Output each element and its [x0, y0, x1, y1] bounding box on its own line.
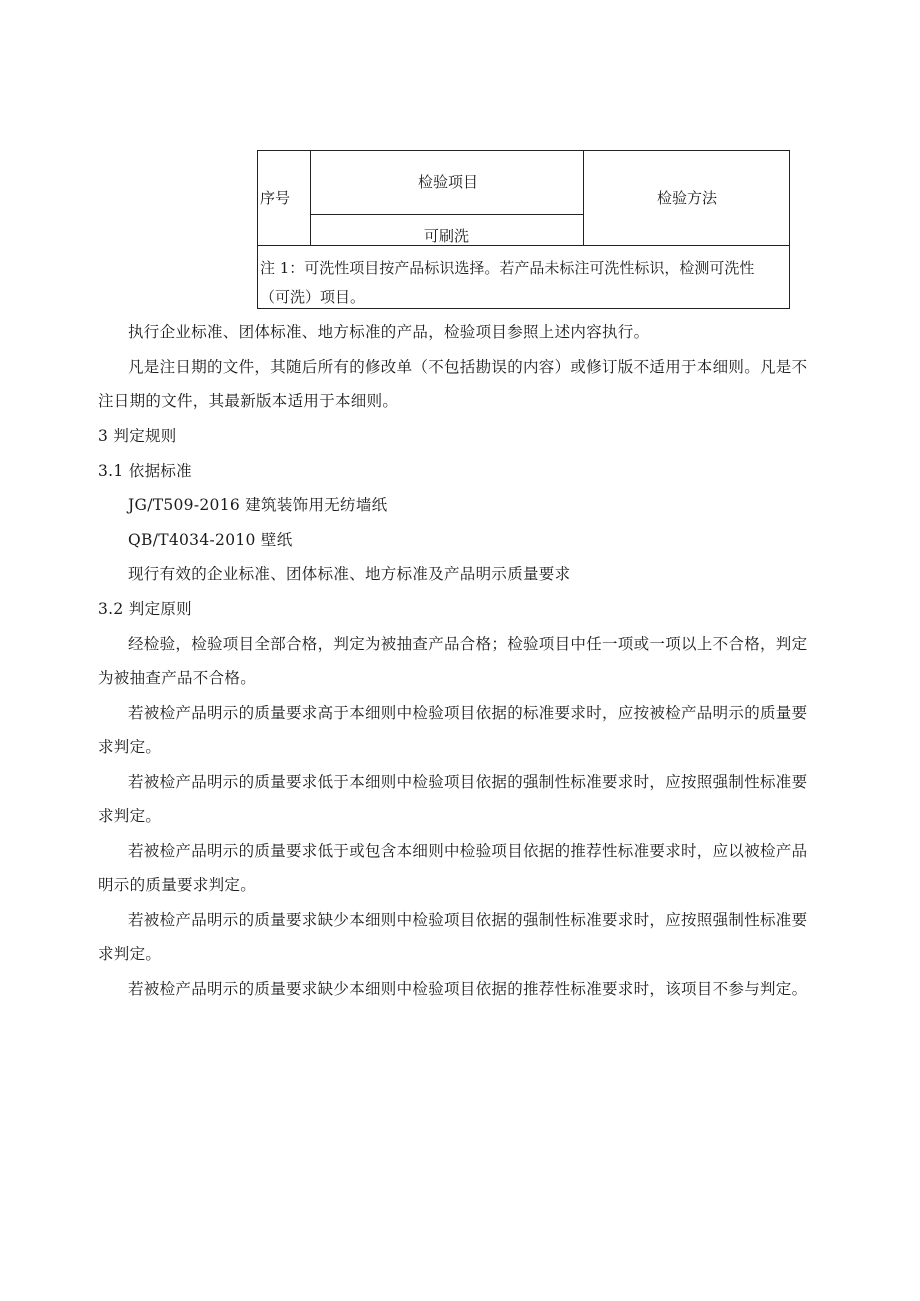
section-heading: 3.1 依据标准 — [98, 462, 192, 480]
table-divider — [310, 151, 311, 245]
table-cell-item: 可刷洗 — [424, 227, 470, 245]
table-divider — [258, 245, 789, 246]
header-inspection-method: 检验方法 — [657, 189, 718, 207]
section-heading: 3 判定规则 — [98, 427, 177, 445]
standard-item: JG/T509-2016 建筑装饰用无纺墙纸 — [128, 496, 388, 514]
paragraph: 凡是注日期的文件，其随后所有的修改单（不包括勘误的内容）或修订版不适用于本细则。凡是不 — [128, 358, 808, 376]
header-seq: 序号 — [260, 189, 291, 207]
paragraph: 求判定。 — [98, 807, 162, 825]
table-divider — [583, 151, 584, 245]
paragraph: 注日期的文件，其最新版本适用于本细则。 — [98, 392, 399, 410]
paragraph: 求判定。 — [98, 945, 162, 963]
standard-item: QB/T4034-2010 壁纸 — [128, 531, 293, 549]
paragraph: 若被检产品明示的质量要求低于或包含本细则中检验项目依据的推荐性标准要求时，应以被检产品 — [128, 842, 808, 860]
header-inspection-item: 检验项目 — [418, 173, 479, 191]
paragraph: 经检验，检验项目全部合格，判定为被抽查产品合格；检验项目中任一项或一项以上不合格，判定 — [128, 635, 808, 653]
table-note-line1: 注 1：可洗性项目按产品标识选择。若产品未标注可洗性标识，检测可洗性 — [260, 259, 755, 277]
paragraph: 若被检产品明示的质量要求低于本细则中检验项目依据的强制性标准要求时，应按照强制性标准要 — [128, 773, 808, 791]
paragraph: 若被检产品明示的质量要求缺少本细则中检验项目依据的强制性标准要求时，应按照强制性标准要 — [128, 911, 808, 929]
paragraph: 求判定。 — [98, 738, 162, 756]
paragraph: 明示的质量要求判定。 — [98, 876, 257, 894]
paragraph: 若被检产品明示的质量要求高于本细则中检验项目依据的标准要求时，应按被检产品明示的质量要 — [128, 704, 808, 722]
table-note-line2: （可洗）项目。 — [260, 288, 366, 306]
paragraph: 若被检产品明示的质量要求缺少本细则中检验项目依据的推荐性标准要求时，该项目不参与判定。 — [128, 980, 808, 998]
section-heading: 3.2 判定原则 — [98, 600, 192, 618]
inspection-table — [257, 150, 790, 309]
paragraph: 执行企业标准、团体标准、地方标准的产品，检验项目参照上述内容执行。 — [128, 323, 650, 341]
standard-item: 现行有效的企业标准、团体标准、地方标准及产品明示质量要求 — [128, 565, 571, 583]
paragraph: 为被抽查产品不合格。 — [98, 669, 257, 687]
table-divider — [310, 214, 583, 215]
